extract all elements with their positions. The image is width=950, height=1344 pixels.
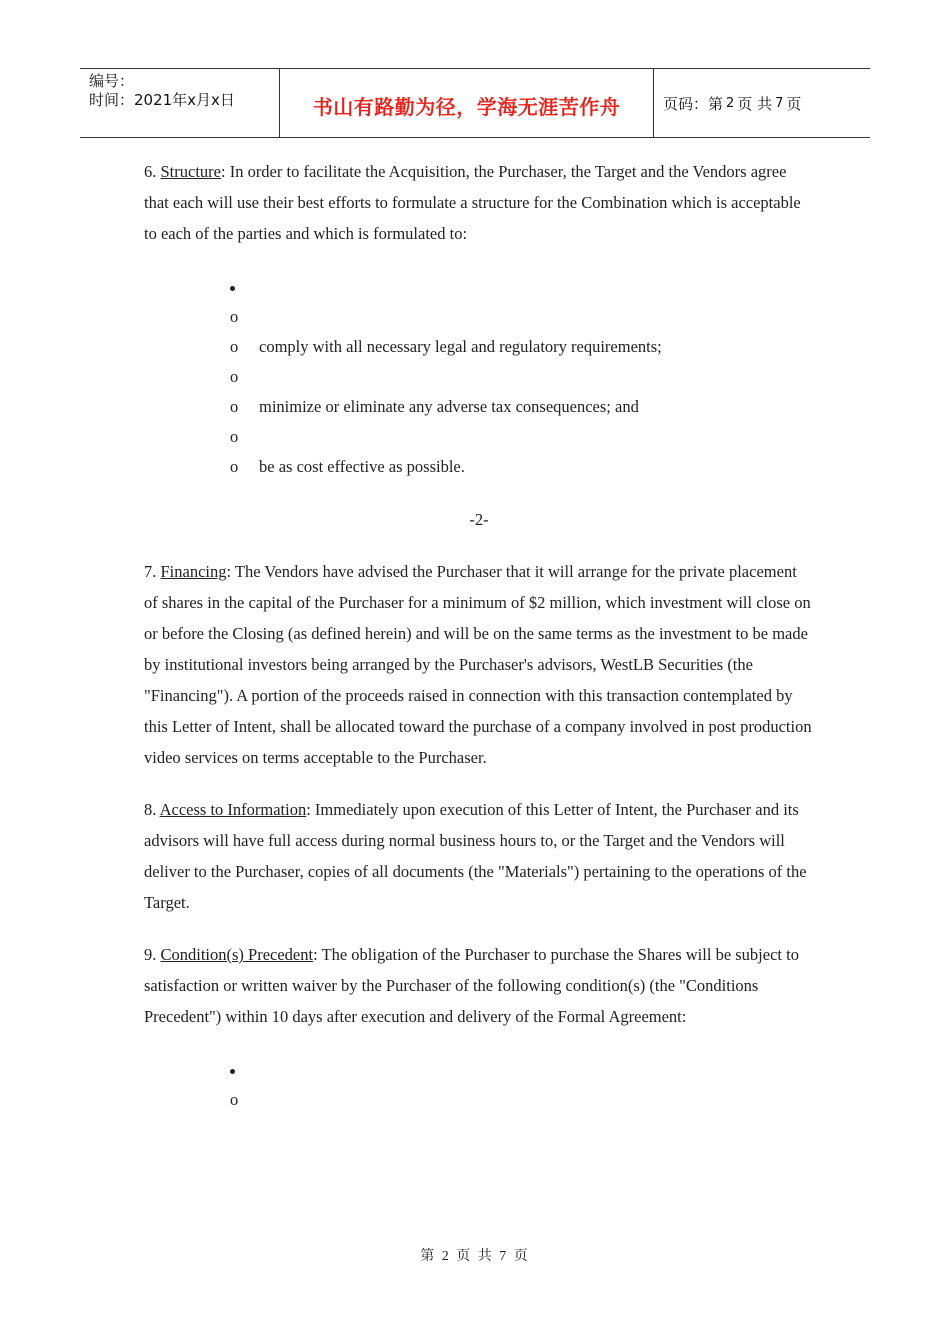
list-item xyxy=(144,302,814,332)
page-footer: 第 2 页 共 7 页 xyxy=(420,1249,530,1264)
time-label: 时间：2021年x月x日 xyxy=(89,91,235,109)
header-page-info xyxy=(654,69,870,137)
list-item-text: comply with all necessary legal and regulatory requirements; xyxy=(259,337,662,356)
list-item xyxy=(144,272,814,302)
list-item-text: minimize or eliminate any adverse tax consequences; and xyxy=(259,397,639,416)
list-item xyxy=(144,362,814,392)
section-number: 7. xyxy=(144,562,161,581)
list-marker: o xyxy=(230,367,239,386)
page-current: 2 xyxy=(726,95,735,111)
list-item-text: be as cost effective as possible. xyxy=(259,457,465,476)
list-marker: o xyxy=(230,337,239,356)
bullet-marker xyxy=(230,272,235,302)
header-motto-cell xyxy=(280,69,654,137)
list-item xyxy=(144,1085,814,1115)
list-marker: o xyxy=(230,307,239,326)
section-number: 6. xyxy=(144,162,161,181)
structure-list xyxy=(144,272,814,482)
bullet-marker xyxy=(230,1055,235,1085)
conditions-list xyxy=(144,1055,814,1115)
page-mid: 页 共 xyxy=(737,94,773,113)
section-title: Structure xyxy=(160,162,221,181)
list-marker: o xyxy=(230,1090,239,1109)
motto: 书山有路勤为径，学海无涯苦作舟 xyxy=(312,94,621,119)
page-prefix: 页码：第 xyxy=(663,94,724,113)
list-item xyxy=(144,452,814,482)
section-structure xyxy=(144,156,814,249)
list-item xyxy=(144,332,814,362)
page-total: 7 xyxy=(775,95,784,111)
page-header xyxy=(80,68,870,138)
section-text: : The Vendors have advised the Purchaser that it will arrange for the private placement of shares in the capital of the Purchaser for a minimum of $2 million, which investment will close on or before the Closing (as defined herein) and will be on the same terms as the investment to be made by institutional investors being arranged by the Purchaser's advisors, WestLB Securities (the "Financing"). A portion of the proceeds raised in connection with this transaction contemplated by this Letter of Intent, shall be allocated toward the purchase of a company involved in post production video services on terms acceptable to the Purchaser. xyxy=(144,562,812,767)
document-body xyxy=(144,156,814,1115)
section-text: : Immediately upon execution of this Letter of Intent, the Purchaser and its advisors will have full access during normal business hours to, or the Target and the Vendors will deliver to the Purchaser, copies of all documents (the "Materials") pertaining to the operations of the Target. xyxy=(144,800,807,912)
section-title: Access to Information xyxy=(159,800,307,819)
list-marker: o xyxy=(230,397,239,416)
section-title: Financing xyxy=(160,562,227,581)
list-item xyxy=(144,1055,814,1085)
section-financing xyxy=(144,556,814,773)
list-marker: o xyxy=(230,427,239,446)
section-text: : In order to facilitate the Acquisition, the Purchaser, the Target and the Vendors agree that each will use their best efforts to formulate a structure for the Combination which is acceptable to each of the parties and which is formulated to: xyxy=(144,162,801,243)
page-suffix: 页 xyxy=(786,94,802,113)
header-meta xyxy=(80,69,280,137)
section-access-to-information xyxy=(144,794,814,918)
section-title: Condition(s) Precedent xyxy=(160,945,314,964)
list-marker: o xyxy=(230,457,239,476)
list-item xyxy=(144,392,814,422)
section-conditions-precedent xyxy=(144,939,814,1032)
list-item xyxy=(144,422,814,452)
number-label: 编号： xyxy=(89,72,135,90)
page-marker: -2- xyxy=(469,510,489,529)
section-number: 8. xyxy=(144,800,160,819)
section-text: : The obligation of the Purchaser to purchase the Shares will be subject to satisfaction or written waiver by the Purchaser of the following condition(s) (the "Conditions Precedent") within 10 days after execution and delivery of the Formal Agreement: xyxy=(144,945,799,1026)
section-number: 9. xyxy=(144,945,161,964)
